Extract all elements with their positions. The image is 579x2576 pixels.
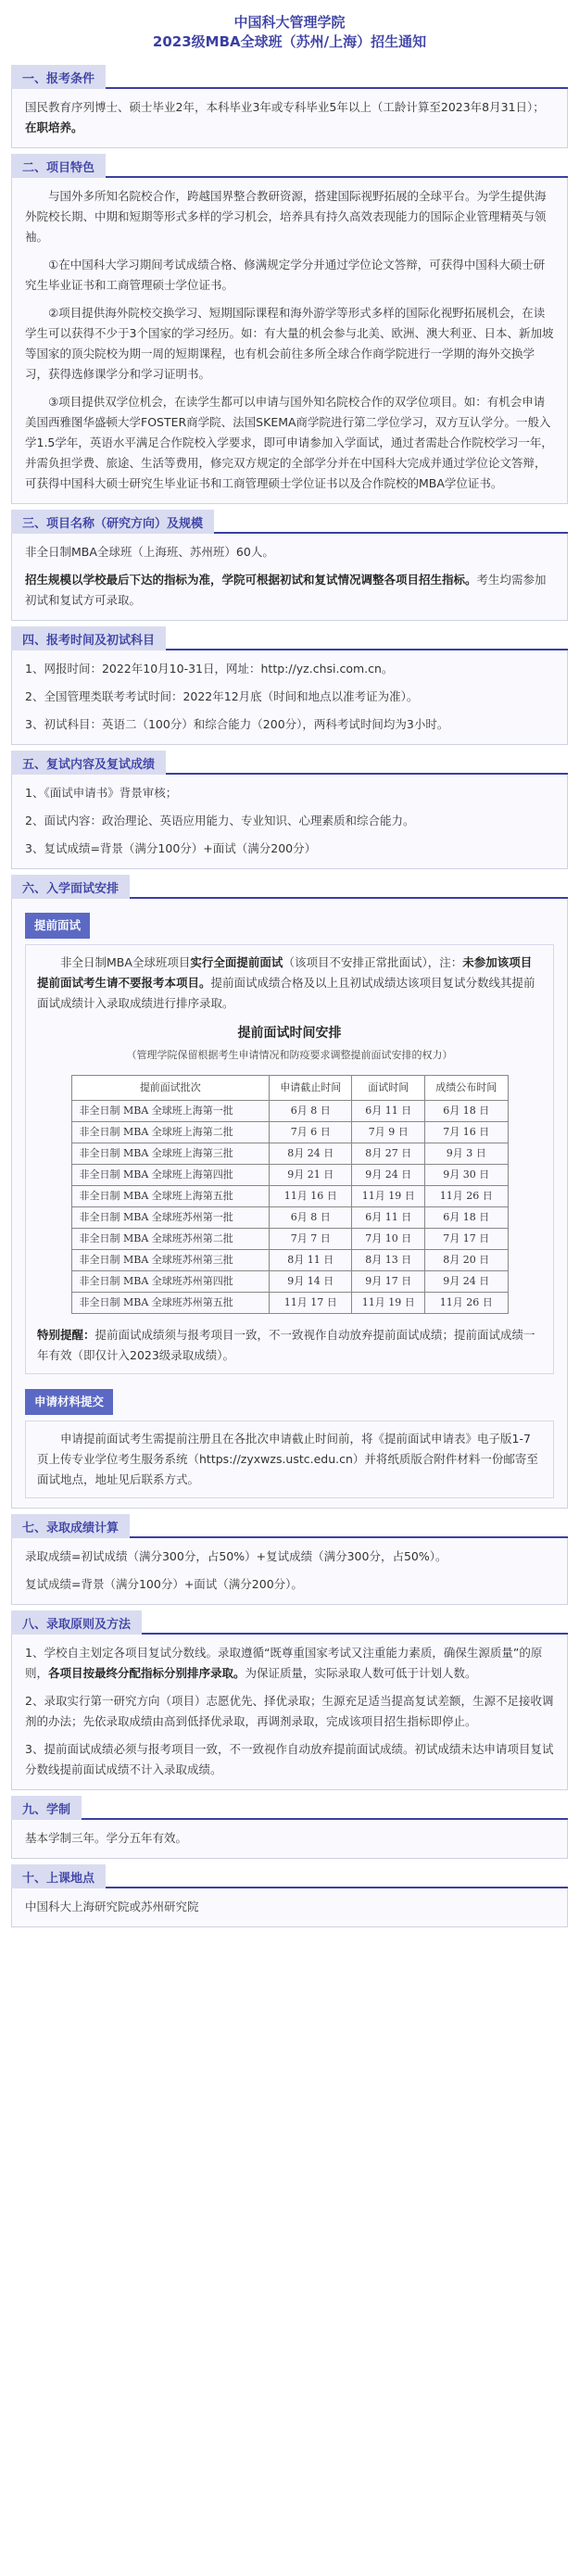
- s7-p1: 录取成绩=初试成绩（满分300分，占50%）+复试成绩（满分300分，占50%）。: [25, 1549, 447, 1563]
- section-3-header: [11, 510, 568, 534]
- s6-text-c: （该项目不安排正常批面试），注：: [283, 955, 463, 969]
- table-header: 成绩公布时间: [425, 1076, 508, 1101]
- page-title: [11, 13, 568, 52]
- section-9-header: [11, 1796, 568, 1820]
- section-7-body: [11, 1538, 568, 1605]
- section-1-title: 一、报考条件: [11, 65, 106, 89]
- section-3-title: 三、项目名称（研究方向）及规模: [11, 510, 214, 534]
- section-1-header: [11, 65, 568, 89]
- section-10-title: 十、上课地点: [11, 1864, 106, 1888]
- s6-bold-d: 未参加该项目提前面试考生请不要报考本项目。: [37, 955, 533, 990]
- s1-bold: 在职培养。: [25, 120, 83, 134]
- s3-bold: 招生规模以学校最后下达的指标为准，学院可根据初试和复试情况调整各项目招生指标。: [25, 573, 477, 587]
- section-10-header: [11, 1864, 568, 1888]
- cell-batch: 非全日制 MBA 全球班苏州第四批: [71, 1271, 270, 1293]
- materials-text: 申请提前面试考生需提前注册且在各批次申请截止时间前，将《提前面试申请表》电子版1-7页上传专业学位考生服务系统（https://zyxwzs.ustc.edu.cn）并将纸质版合附件材料一份邮寄至面试地点，地址见后联系方式。: [37, 1432, 538, 1486]
- cell-batch: 非全日制 MBA 全球班上海第三批: [71, 1143, 270, 1165]
- s5-p3: 3、复试成绩=背景（满分100分）+面试（满分200分）: [25, 841, 317, 855]
- cell-batch: 非全日制 MBA 全球班上海第一批: [71, 1101, 270, 1122]
- special-reminder-text: 提前面试成绩须与报考项目一致，不一致视作自动放弃提前面试成绩；提前面试成绩一年有效（即仅计入2023级录取成绩）。: [37, 1328, 535, 1362]
- s8-p1-c: 为保证质量，实际录取人数可低于计划人数。: [245, 1666, 477, 1680]
- section-6-body: [11, 899, 568, 1509]
- s3-text: 考生均需参加初试和复试方可录取。: [25, 573, 547, 607]
- cell-deadline: 11月 16 日: [270, 1186, 352, 1207]
- table-header: 申请截止时间: [270, 1076, 352, 1101]
- section-4-header: [11, 626, 568, 650]
- section-8-body: [11, 1635, 568, 1790]
- schedule-note: （管理学院保留根据考生申请情况和防疫要求调整提前面试安排的权力）: [126, 1049, 453, 1061]
- s10-p1: 中国科大上海研究院或苏州研究院: [25, 1900, 199, 1913]
- cell-result: 11月 26 日: [425, 1293, 508, 1314]
- cell-batch: 非全日制 MBA 全球班上海第五批: [71, 1186, 270, 1207]
- section-7-title: 七、录取成绩计算: [11, 1514, 130, 1538]
- table-row: [71, 1207, 508, 1229]
- cell-deadline: 7月 6 日: [270, 1122, 352, 1143]
- cell-interview: 6月 11 日: [352, 1207, 425, 1229]
- section-9-body: [11, 1820, 568, 1859]
- cell-deadline: 8月 24 日: [270, 1143, 352, 1165]
- table-row: [71, 1186, 508, 1207]
- cell-result: 7月 16 日: [425, 1122, 508, 1143]
- cell-batch: 非全日制 MBA 全球班上海第四批: [71, 1165, 270, 1186]
- s8-p1-a: 1、学校自主划定各项目复试分数线。录取遵循“既尊重国家考试又注重能力素质，确保生源质量”的原则，: [25, 1646, 543, 1680]
- section-6-header: [11, 875, 568, 899]
- cell-result: 11月 26 日: [425, 1186, 508, 1207]
- cell-result: 9月 30 日: [425, 1165, 508, 1186]
- title-line-1: 中国科大管理学院: [233, 14, 346, 31]
- table-header: 提前面试批次: [71, 1076, 270, 1101]
- cell-result: 6月 18 日: [425, 1207, 508, 1229]
- s2-p4: ③项目提供双学位机会，在读学生都可以申请与国外知名院校合作的双学位项目。如：有机会申请美国西雅图华盛顿大学FOSTER商学院、法国SKEMA商学院进行第二学位学习，双方互认学分。一般入学1.5学年，英语水平满足合作院校入学要求，即可申请参加入学面试，通过者需赴合作院校学习一年，并需负担学费、旅途、生活等费用，修完双方规定的全部学分并在中国科大完成并通过学位论文答辩，可获得中国科大硕士研究生毕业证书和工商管理硕士学位证书以及合作院校的MBA学位证书。: [25, 395, 553, 490]
- table-row: [71, 1229, 508, 1250]
- cell-deadline: 9月 21 日: [270, 1165, 352, 1186]
- s8-p2: 2、录取实行第一研究方向（项目）志愿优先、择优录取；生源充足适当提高复试差额，生源不足接收调剂的办法；先依录取成绩由高到低择优录取，再调剂录取，完成该项目招生指标即停止。: [25, 1694, 554, 1728]
- cell-deadline: 6月 8 日: [270, 1101, 352, 1122]
- s2-p2: ①在中国科大学习期间考试成绩合格、修满规定学分并通过学位论文答辩，可获得中国科大硕士研究生毕业证书和工商管理硕士学位证书。: [25, 258, 546, 292]
- s4-p3: 3、初试科目：英语二（100分）和综合能力（200分），两科考试时间均为3小时。: [25, 717, 449, 731]
- section-5-header: [11, 751, 568, 775]
- schedule-table: [71, 1075, 509, 1314]
- table-row: [71, 1293, 508, 1314]
- s9-p1: 基本学制三年。学分五年有效。: [25, 1831, 188, 1845]
- s1-text: 国民教育序列博士、硕士毕业2年，本科毕业3年或专科毕业5年以上（工龄计算至2023年8月31日）；: [25, 100, 545, 114]
- title-line-2: 2023级MBA全球班（苏州/上海）招生通知: [152, 33, 427, 50]
- section-8-header: [11, 1610, 568, 1635]
- materials-box: [25, 1421, 554, 1498]
- s6-text-a: 非全日制MBA全球班项目: [60, 955, 191, 969]
- cell-interview: 11月 19 日: [352, 1186, 425, 1207]
- section-3-body: [11, 534, 568, 621]
- section-7-header: [11, 1514, 568, 1538]
- table-header-row: [71, 1076, 508, 1101]
- cell-batch: 非全日制 MBA 全球班苏州第二批: [71, 1229, 270, 1250]
- schedule-title: 提前面试时间安排: [237, 1026, 342, 1041]
- table-row: [71, 1271, 508, 1293]
- section-6-title: 六、入学面试安排: [11, 875, 130, 899]
- s8-p3: 3、提前面试成绩必须与报考项目一致，不一致视作自动放弃提前面试成绩。初试成绩未达申请项目复试分数线提前面试成绩不计入录取成绩。: [25, 1742, 554, 1776]
- section-1-body: [11, 89, 568, 148]
- cell-batch: 非全日制 MBA 全球班苏州第五批: [71, 1293, 270, 1314]
- section-2-title: 二、项目特色: [11, 154, 106, 178]
- table-row: [71, 1122, 508, 1143]
- section-4-body: [11, 650, 568, 745]
- s2-p1: 与国外多所知名院校合作，跨越国界整合教研资源，搭建国际视野拓展的全球平台。为学生提供海外院校长期、中期和短期等形式多样的学习机会，培养具有持久高效表现能力的国际企业管理精英与领袖。: [25, 189, 547, 244]
- cell-deadline: 9月 14 日: [270, 1271, 352, 1293]
- cell-result: 9月 3 日: [425, 1143, 508, 1165]
- cell-deadline: 11月 17 日: [270, 1293, 352, 1314]
- s6-text-e: 提前面试成绩合格及以上且初试成绩达该项目复试分数线其提前面试成绩计入录取成绩进行排序录取。: [37, 976, 535, 1010]
- s4-p1: 1、网报时间：2022年10月10-31日，网址：http://yz.chsi.com.cn。: [25, 662, 394, 676]
- s6-bold-b: 实行全面提前面试: [190, 955, 283, 969]
- cell-deadline: 6月 8 日: [270, 1207, 352, 1229]
- section-10-body: [11, 1888, 568, 1927]
- cell-interview: 7月 9 日: [352, 1122, 425, 1143]
- s5-p1: 1、《面试申请书》背景审核；: [25, 786, 178, 800]
- s2-p3: ②项目提供海外院校交换学习、短期国际课程和海外游学等形式多样的国际化视野拓展机会，在读学生可以获得不少于3个国家的学习经历。如：有大量的机会参与北美、欧洲、澳大利亚、日本、新加坡等国家的顶尖院校为期一周的短期课程，也有机会前往多所全球合作商学院进行一学期的海外交换学习，获得选修课学分和学习证明书。: [25, 306, 554, 381]
- cell-result: 7月 17 日: [425, 1229, 508, 1250]
- cell-interview: 11月 19 日: [352, 1293, 425, 1314]
- cell-interview: 7月 10 日: [352, 1229, 425, 1250]
- cell-interview: 8月 27 日: [352, 1143, 425, 1165]
- cell-result: 8月 20 日: [425, 1250, 508, 1271]
- table-header: 面试时间: [352, 1076, 425, 1101]
- table-row: [71, 1165, 508, 1186]
- cell-deadline: 8月 11 日: [270, 1250, 352, 1271]
- cell-result: 9月 24 日: [425, 1271, 508, 1293]
- early-interview-box: [25, 944, 554, 1374]
- table-row: [71, 1250, 508, 1271]
- table-row: [71, 1101, 508, 1122]
- special-reminder-label: 特别提醒：: [37, 1328, 95, 1342]
- cell-interview: 6月 11 日: [352, 1101, 425, 1122]
- cell-interview: 8月 13 日: [352, 1250, 425, 1271]
- cell-deadline: 7月 7 日: [270, 1229, 352, 1250]
- section-4-title: 四、报考时间及初试科目: [11, 626, 166, 650]
- table-row: [71, 1143, 508, 1165]
- s4-p2: 2、全国管理类联考考试时间：2022年12月底（时间和地点以准考证为准）。: [25, 689, 419, 703]
- section-9-title: 九、学制: [11, 1796, 82, 1820]
- section-8-title: 八、录取原则及方法: [11, 1610, 142, 1635]
- s8-p1-bold: 各项目按最终分配指标分别排序录取。: [48, 1666, 245, 1680]
- cell-interview: 9月 17 日: [352, 1271, 425, 1293]
- s5-p2: 2、面试内容：政治理论、英语应用能力、专业知识、心理素质和综合能力。: [25, 814, 415, 827]
- s7-p2: 复试成绩=背景（满分100分）+面试（满分200分）。: [25, 1577, 303, 1591]
- sub-tag-materials: 申请材料提交: [25, 1389, 113, 1415]
- cell-interview: 9月 24 日: [352, 1165, 425, 1186]
- section-2-header: [11, 154, 568, 178]
- section-5-body: [11, 775, 568, 869]
- section-2-body: [11, 178, 568, 504]
- cell-batch: 非全日制 MBA 全球班苏州第三批: [71, 1250, 270, 1271]
- cell-result: 6月 18 日: [425, 1101, 508, 1122]
- cell-batch: 非全日制 MBA 全球班苏州第一批: [71, 1207, 270, 1229]
- cell-batch: 非全日制 MBA 全球班上海第二批: [71, 1122, 270, 1143]
- s3-p1: 非全日制MBA全球班（上海班、苏州班）60人。: [25, 545, 274, 559]
- section-5-title: 五、复试内容及复试成绩: [11, 751, 166, 775]
- sub-tag-early-interview: 提前面试: [25, 913, 90, 939]
